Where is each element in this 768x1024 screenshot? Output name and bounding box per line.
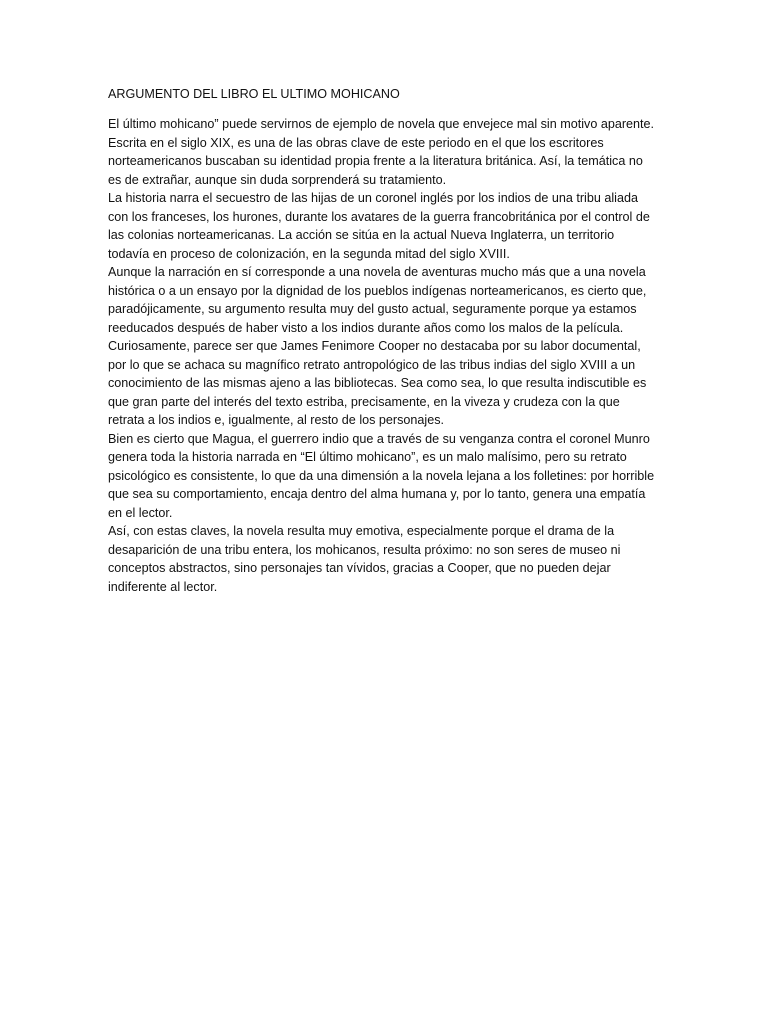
document-title: ARGUMENTO DEL LIBRO EL ULTIMO MOHICANO — [108, 87, 400, 101]
paragraph-3: Aunque la narración en sí corresponde a una novela de aventuras mucho más que a una novela histórica o a un ensayo por la dignidad de los pueblos indígenas norteamericanos, es cierto que, paradójicamente, su argumento resulta muy del gusto actual, seguramente porque ya estamos reeducados después de haber visto a los indios durante años como los malos de la película. — [108, 265, 647, 335]
paragraph-5: Bien es cierto que Magua, el guerrero indio que a través de su venganza contra el coronel Munro genera toda la historia narrada en “El último mohicano”, es un malo malísimo, pero su retrato psicológico es consistente, lo que da una dimensión a la novela lejana a los folletines: por horrible que sea su comportamiento, encaja dentro del alma humana y, por lo tanto, genera una empatía en el lector. — [108, 431, 655, 520]
paragraph-6: Así, con estas claves, la novela resulta muy emotiva, especialmente porque el drama de la desaparición de una tribu entera, los mohicanos, resulta próximo: no son seres de museo ni conceptos abstractos, sino personajes tan vívidos, gracias a Cooper, que no pueden dejar indiferente al lector. — [108, 524, 621, 594]
paragraph-1: El último mohicano” puede servirnos de ejemplo de novela que envejece mal sin motivo aparente. Escrita en el siglo XIX, es una de las obras clave de este periodo en el que los escritores norteamericanos buscaban su identidad propia frente a la literatura británica. Así, la temática no es de extrañar, aunque sin duda sorprenderá su tratamiento. — [108, 117, 655, 187]
paragraph-4: Curiosamente, parece ser que James Fenimore Cooper no destacaba por su labor documental, por lo que se achaca su magnífico retrato antropológico de las tribus indias del siglo XVIII a un conocimiento de las mismas ajeno a las bibliotecas. Sea como sea, lo que resulta indiscutible es que gran parte del interés del texto estriba, precisamente, en la viveza y crudeza con la que retrata a los indios e, igualmente, al resto de los personajes. — [108, 339, 647, 427]
paragraph-2: La historia narra el secuestro de las hijas de un coronel inglés por los indios de una tribu aliada con los franceses, los hurones, durante los avatares de la guerra francobritánica por el control de las colonias norteamericanas. La acción se sitúa en la actual Nueva Inglaterra, un territorio todavía en proceso de colonización, en la segunda mitad del siglo XVIII. — [108, 191, 650, 261]
document-body — [108, 85, 658, 596]
